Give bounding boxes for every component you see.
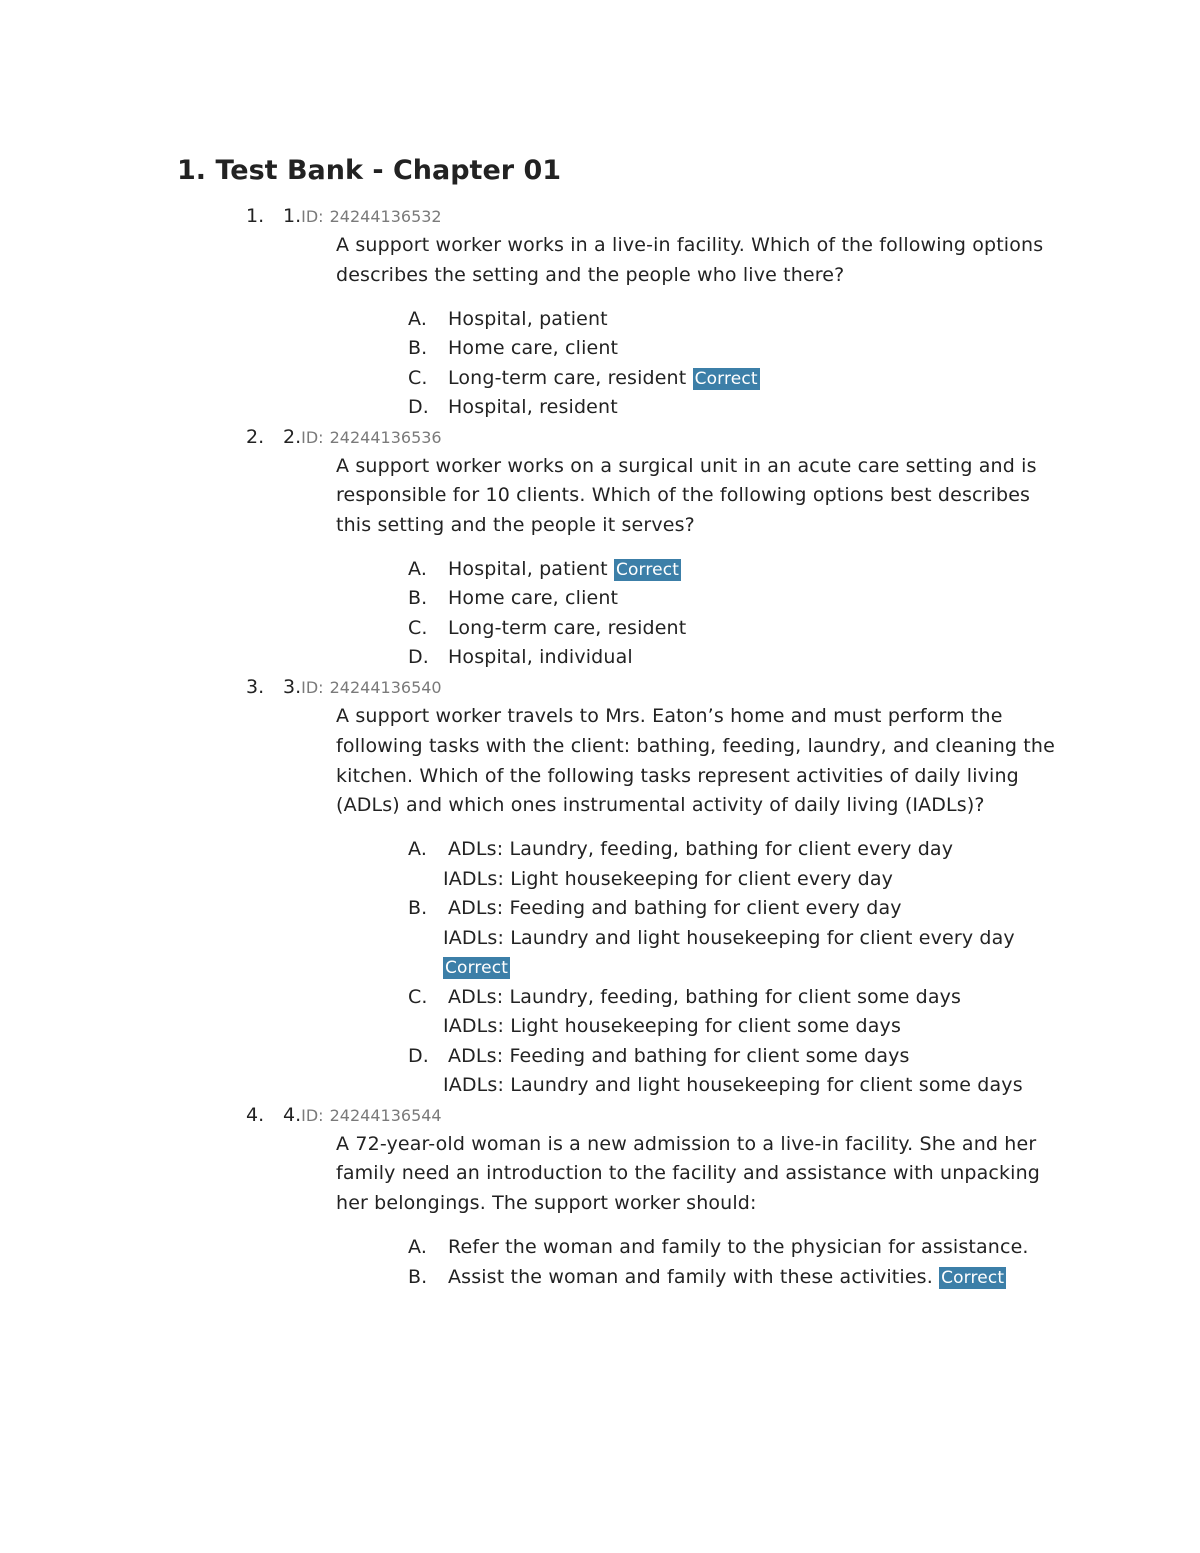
option-text: Long-term care, resident — [448, 616, 687, 639]
option-text: Long-term care, resident — [448, 366, 687, 389]
answer-options — [0, 305, 1200, 423]
option-text-line — [443, 1263, 1063, 1293]
answer-option — [0, 555, 1200, 585]
option-text-line — [443, 555, 1063, 585]
answer-options — [0, 1233, 1200, 1292]
option-letter: A. — [408, 557, 428, 580]
question-id-value: 24244136540 — [329, 677, 442, 697]
answer-option — [0, 1042, 1200, 1101]
option-letter: A. — [408, 307, 428, 330]
option-text: Hospital, patient — [448, 557, 608, 580]
question-id-label: ID: — [301, 427, 324, 447]
option-body — [443, 1233, 1063, 1263]
question-text: A support worker travels to Mrs. Eaton’s home and must perform the following tasks with the client: bathing, feeding, laundry, and cleaning the kitchen. Which of the following tasks represent activities of daily living (ADLs) and which ones instrumental activity of daily living (IADLs)? — [336, 704, 1055, 817]
question-item — [0, 673, 1200, 1101]
option-text: Home care, client — [448, 337, 619, 360]
option-body — [443, 983, 1063, 1042]
answer-options — [0, 835, 1200, 1101]
answer-option — [0, 1233, 1200, 1263]
option-body — [443, 584, 1063, 614]
question-id-line — [283, 202, 442, 231]
option-text-line — [443, 334, 1063, 364]
option-body — [443, 555, 1063, 585]
option-text-line — [443, 1233, 1063, 1263]
option-text: ADLs: Laundry, feeding, bathing for client some days — [448, 985, 962, 1008]
answer-options — [0, 555, 1200, 673]
answer-option — [0, 393, 1200, 423]
option-text: ADLs: Laundry, feeding, bathing for client every day — [448, 838, 954, 861]
question-text: A support worker works on a surgical unit in an acute care setting and is responsible for 10 clients. Which of the following options best describes this setting and the people it serves? — [336, 454, 1037, 537]
answer-option — [0, 305, 1200, 335]
question-id-value: 24244136544 — [329, 1105, 442, 1125]
option-letter: B. — [408, 587, 428, 610]
question-id-label: ID: — [301, 1105, 324, 1125]
option-letter: B. — [408, 1265, 428, 1288]
answer-option — [0, 614, 1200, 644]
option-letter: D. — [408, 1044, 429, 1067]
question-outer-number: 2. — [246, 425, 265, 448]
answer-option — [0, 835, 1200, 894]
option-text: IADLs: Laundry and light housekeeping for client some days — [443, 1074, 1023, 1097]
question-outer-number: 1. — [246, 205, 265, 227]
question-inner-number: 4. — [283, 1103, 302, 1126]
question-header — [0, 202, 1200, 231]
option-text-line — [443, 924, 1063, 983]
option-text: Home care, client — [448, 587, 619, 610]
correct-answer-badge: Correct — [941, 1267, 1005, 1288]
option-text-line — [443, 584, 1063, 614]
option-text-line — [443, 1012, 1063, 1042]
option-text: Hospital, patient — [448, 307, 608, 330]
option-text: Hospital, individual — [448, 646, 633, 669]
option-text-line — [443, 393, 1063, 423]
question-outer-number: 4. — [246, 1103, 265, 1126]
correct-answer-badge: Correct — [445, 958, 509, 979]
option-text: ADLs: Feeding and bathing for client every day — [448, 897, 902, 920]
question-outer-number: 3. — [246, 675, 265, 698]
answer-option — [0, 584, 1200, 614]
question-id-line — [283, 1101, 442, 1130]
option-body — [443, 835, 1063, 894]
option-body — [443, 1263, 1063, 1293]
option-text-line — [443, 983, 1063, 1013]
option-body — [443, 894, 1063, 983]
question-inner-number: 2. — [283, 425, 302, 448]
answer-option — [0, 983, 1200, 1042]
option-text-line — [443, 614, 1063, 644]
question-header — [0, 673, 1200, 702]
option-text-line — [443, 643, 1063, 673]
option-letter: D. — [408, 646, 429, 669]
correct-answer-badge: Correct — [615, 559, 680, 580]
option-text-line — [443, 865, 1063, 895]
answer-option — [0, 1263, 1200, 1293]
correct-answer-badge: Correct — [694, 368, 758, 389]
option-letter: C. — [408, 985, 428, 1008]
option-letter: C. — [408, 616, 428, 639]
option-text: Assist the woman and family with these activities. — [448, 1265, 933, 1288]
question-id-line — [283, 673, 442, 702]
answer-option — [0, 334, 1200, 364]
option-letter: C. — [408, 366, 428, 389]
question-item — [0, 1101, 1200, 1292]
option-body — [443, 393, 1063, 423]
option-text: IADLs: Laundry and light housekeeping for client every day — [443, 926, 1015, 949]
option-body — [443, 364, 1063, 394]
question-list — [0, 202, 1200, 1292]
option-letter: D. — [408, 396, 429, 419]
option-text-line — [443, 894, 1063, 924]
option-body — [443, 305, 1063, 335]
option-text-line — [443, 364, 1063, 394]
option-text: Refer the woman and family to the physician for assistance. — [448, 1236, 1029, 1259]
option-letter: A. — [408, 1236, 428, 1259]
question-id-value: 24244136536 — [329, 427, 442, 447]
question-id-line — [283, 423, 442, 452]
page-title: 1. Test Bank - Chapter 01 — [177, 155, 562, 186]
option-text: ADLs: Feeding and bathing for client some days — [448, 1044, 910, 1067]
question-item — [0, 202, 1200, 423]
option-letter: B. — [408, 337, 428, 360]
answer-option — [0, 894, 1200, 983]
question-id-label: ID: — [301, 677, 324, 697]
option-letter: B. — [408, 897, 428, 920]
answer-option — [0, 364, 1200, 394]
option-text: IADLs: Light housekeeping for client some days — [443, 1015, 901, 1038]
option-text: Hospital, resident — [448, 396, 618, 419]
question-inner-number: 1. — [283, 205, 302, 227]
question-text: A 72-year-old woman is a new admission to a live-in facility. She and her family need an introduction to the facility and assistance with unpacking her belongings. The support worker should: — [336, 1132, 1041, 1215]
question-text: A support worker works in a live-in facility. Which of the following options describes the setting and the people who live there? — [336, 234, 1044, 286]
option-letter: A. — [408, 838, 428, 861]
question-header — [0, 423, 1200, 452]
option-body — [443, 643, 1063, 673]
option-text-line — [443, 835, 1063, 865]
question-item — [0, 423, 1200, 673]
option-body — [443, 1042, 1063, 1101]
option-body — [443, 614, 1063, 644]
option-text: IADLs: Light housekeeping for client every day — [443, 867, 894, 890]
question-header — [0, 1101, 1200, 1130]
question-inner-number: 3. — [283, 675, 302, 698]
answer-option — [0, 643, 1200, 673]
question-id-value: 24244136532 — [329, 207, 442, 226]
option-text-line — [443, 1042, 1063, 1072]
option-text-line — [443, 305, 1063, 335]
option-body — [443, 334, 1063, 364]
option-text-line — [443, 1071, 1063, 1101]
question-id-label: ID: — [301, 207, 324, 226]
